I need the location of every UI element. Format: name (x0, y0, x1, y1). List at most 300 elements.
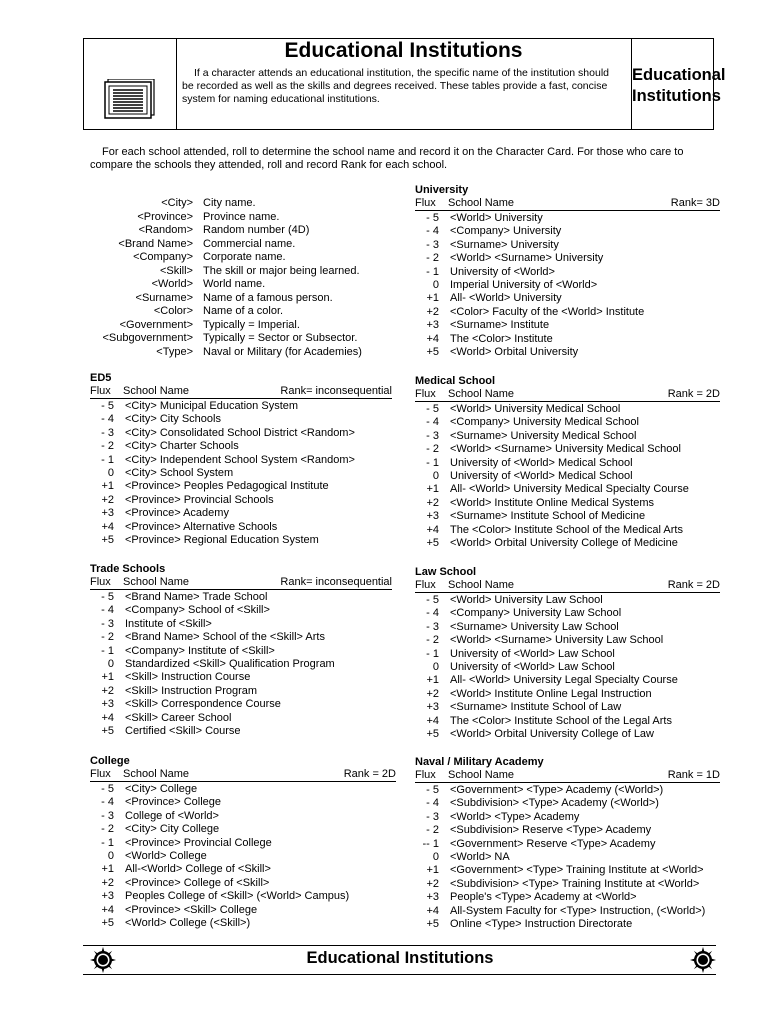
header-side-title (632, 65, 726, 107)
footer-title: Educational Institutions (306, 949, 494, 967)
legend-value: Typically = Sector or Subsector. (203, 332, 358, 344)
flux-value: - 5 (426, 784, 439, 796)
school-name: <Surname> University Medical School (450, 429, 637, 442)
flux-value: +5 (101, 916, 114, 929)
school-name: <World> Orbital University (450, 345, 579, 358)
flux-value: +4 (101, 903, 114, 916)
flux-value: - 1 (426, 265, 439, 278)
legend-value: World name. (203, 278, 266, 290)
section-title: Medical School (415, 375, 496, 387)
school-name: All- <World> University Medical Specialty Course (450, 483, 689, 496)
legend-key: <Skill> (159, 264, 193, 277)
rank-label: Rank = 2D (667, 579, 720, 591)
table-row (415, 607, 720, 620)
flux-value: - 5 (426, 403, 439, 415)
school-name: <Province> College (125, 796, 222, 809)
table-row (90, 440, 392, 453)
school-name: <Province> College of <Skill> (125, 876, 270, 889)
table-row (415, 524, 720, 537)
table-row (415, 621, 720, 634)
school-name: <Province> Academy (125, 507, 229, 520)
flux-value: 0 (432, 469, 439, 482)
column-header-flux: Flux (415, 388, 436, 400)
school-name: <World> Orbital University College of Medicine (450, 536, 678, 549)
header-side-title-line2: Institutions (632, 87, 721, 105)
school-name: College of <World> (125, 809, 219, 822)
flux-value: - 5 (426, 212, 439, 224)
school-name: The <Color> Institute School of the Medical Arts (450, 523, 683, 536)
school-name: <Province> Provincial College (125, 836, 272, 849)
flux-value: +1 (101, 863, 114, 876)
school-name: <Company> School of <Skill> (125, 604, 270, 617)
table-row (90, 618, 392, 631)
table-row (415, 470, 720, 483)
flux-value: +3 (101, 507, 114, 520)
table-row (415, 728, 720, 741)
table-row (90, 427, 392, 440)
table-row (90, 837, 396, 850)
flux-value: +3 (426, 319, 439, 332)
table-row (90, 712, 392, 725)
school-name: Online <Type> Instruction Directorate (450, 917, 633, 930)
school-name: The <Color> Institute School of the Legal Arts (450, 714, 672, 727)
column-header-flux: Flux (90, 768, 111, 780)
flux-value: - 3 (101, 809, 114, 822)
school-name: University of <World> Medical School (450, 469, 633, 482)
header-box (83, 38, 726, 130)
table-row (415, 306, 720, 319)
flux-value: +4 (426, 714, 439, 727)
table-row (90, 494, 392, 507)
school-name: <Color> Faculty of the <World> Institute (450, 305, 645, 318)
school-name: <City> College (125, 783, 198, 795)
legend-key: <Random> (138, 224, 193, 236)
section-college (90, 755, 396, 930)
column-header-flux: Flux (415, 579, 436, 591)
legend-value: The skill or major being learned. (203, 264, 360, 277)
table-row (415, 838, 720, 851)
flux-value: - 2 (426, 634, 439, 647)
flux-value: +3 (426, 701, 439, 714)
column-header-school-name: School Name (448, 769, 515, 781)
legend-value: Random number (4D) (203, 224, 310, 236)
legend-value: Naval or Military (for Academies) (203, 345, 362, 358)
table-row (415, 252, 720, 265)
section-ed5 (90, 372, 392, 547)
flux-value: +4 (101, 711, 114, 724)
table-row (415, 905, 720, 918)
school-name: <Skill> Instruction Program (125, 684, 258, 697)
column-header-school-name: School Name (123, 576, 190, 588)
school-name: <City> Independent School System <Random> (125, 453, 355, 466)
table-row (415, 784, 720, 797)
section-title: Naval / Military Academy (415, 756, 544, 768)
school-name: <Province> Provincial Schools (125, 493, 274, 506)
document-icon (104, 79, 156, 119)
header-main-cell (176, 39, 632, 129)
table-row (415, 443, 720, 456)
table-row (90, 658, 392, 671)
legend-value: Name of a color. (203, 305, 284, 317)
section-university (415, 184, 720, 359)
school-name: All- <World> University (450, 292, 562, 305)
flux-value: - 3 (426, 429, 439, 442)
flux-value: - 4 (101, 413, 114, 426)
school-name: <Company> University Law School (450, 607, 622, 620)
school-name: <Government> <Type> Academy (<World>) (450, 784, 664, 796)
table-row (90, 631, 392, 644)
flux-value: - 4 (426, 416, 439, 429)
school-name: <Government> Reserve <Type> Academy (450, 837, 656, 850)
flux-value: +4 (426, 523, 439, 536)
table-row (90, 698, 392, 711)
flux-value: 0 (107, 849, 114, 862)
table-row (90, 521, 392, 534)
table-row (415, 483, 720, 496)
school-name: All-<World> College of <Skill> (125, 863, 271, 876)
school-name: The <Color> Institute (450, 332, 553, 345)
school-name: <World> <Surname> University Medical School (450, 443, 681, 456)
school-name: Imperial University of <World> (450, 278, 598, 291)
footer-rule-bottom (83, 974, 716, 975)
column-header-flux: Flux (90, 576, 111, 588)
school-name: <Government> <Type> Training Institute at <World> (450, 864, 704, 877)
flux-value: +5 (426, 917, 439, 930)
flux-value: +2 (101, 684, 114, 697)
school-name: <Surname> Institute (450, 319, 550, 332)
table-row (90, 467, 392, 480)
school-name: <World> Institute Online Medical Systems (450, 496, 654, 509)
legend-key: <Province> (137, 210, 193, 223)
table-row (415, 661, 720, 674)
section-header-row (90, 576, 392, 590)
table-row (415, 457, 720, 470)
legend-value: Commercial name. (203, 237, 296, 250)
table-row (415, 634, 720, 647)
column-header-school-name: School Name (448, 388, 515, 400)
table-row (415, 918, 720, 931)
table-row (415, 333, 720, 346)
section-title: University (415, 184, 469, 196)
school-name: <World> University (450, 212, 543, 224)
school-name: <City> City Schools (125, 413, 221, 426)
flux-value: +4 (426, 904, 439, 917)
flux-value: +5 (101, 533, 114, 546)
table-row (90, 890, 396, 903)
table-row (415, 674, 720, 687)
footer-rule-top (83, 945, 716, 946)
school-name: <Province> <Skill> College (125, 903, 258, 916)
table-row (415, 594, 720, 607)
flux-value: - 3 (101, 617, 114, 630)
gear-icon (690, 947, 716, 973)
flux-value: - 3 (426, 238, 439, 251)
school-name: <Subdivision> Reserve <Type> Academy (450, 824, 652, 837)
table-row (90, 783, 396, 796)
table-row (415, 878, 720, 891)
school-name: University of <World> (450, 265, 555, 278)
table-row (90, 863, 396, 876)
column-header-flux: Flux (90, 385, 111, 397)
school-name: Peoples College of <Skill> (<World> Campus) (125, 890, 350, 903)
flux-value: - 1 (101, 836, 114, 849)
school-name: <Province> Alternative Schools (125, 520, 278, 533)
table-row (90, 413, 392, 426)
table-row (90, 725, 392, 738)
school-name: <World> <Surname> University Law School (450, 634, 664, 647)
flux-value: +2 (426, 496, 439, 509)
section-header-row (415, 579, 720, 593)
flux-value: +2 (426, 305, 439, 318)
table-row (90, 507, 392, 520)
header-description: If a character attends an educational institution, the specific name of the institution should be recorded as well as the skills and degrees received. These tables provide a fast, concise system for naming educational institutions. (182, 67, 610, 105)
table-row (415, 430, 720, 443)
table-row (90, 877, 396, 890)
table-row (415, 292, 720, 305)
school-name: <Surname> Institute School of Law (450, 701, 622, 714)
table-row (415, 346, 720, 359)
flux-value: +2 (101, 876, 114, 889)
school-name: <World> College (125, 849, 207, 862)
table-row (415, 701, 720, 714)
school-name: All-System Faculty for <Type> Instruction, (<World>) (450, 904, 706, 917)
school-name: Institute of <Skill> (125, 617, 212, 630)
flux-value: +5 (426, 536, 439, 549)
legend-key: <City> (161, 197, 193, 209)
school-name: <Surname> Institute School of Medicine (450, 510, 646, 523)
legend-key: <Type> (156, 345, 193, 358)
table-row (415, 891, 720, 904)
flux-value: - 5 (101, 591, 114, 603)
table-row (90, 454, 392, 467)
legend-value: Corporate name. (203, 251, 286, 263)
flux-value: +3 (101, 698, 114, 711)
legend-value: City name. (203, 197, 256, 209)
flux-value: - 4 (426, 797, 439, 810)
table-row (415, 416, 720, 429)
table-row (415, 864, 720, 877)
column-header-school-name: School Name (448, 197, 515, 209)
section-header-row (415, 769, 720, 783)
flux-value: +4 (426, 332, 439, 345)
table-row (415, 212, 720, 225)
column-header-flux: Flux (415, 197, 436, 209)
section-title: Law School (415, 566, 477, 578)
school-name: <World> College (<Skill>) (125, 916, 251, 929)
table-row (415, 266, 720, 279)
flux-value: +3 (101, 890, 114, 903)
school-name: <Province> Regional Education System (125, 533, 319, 546)
school-name: <Subdivision> <Type> Training Institute at <World> (450, 877, 700, 890)
table-row (90, 604, 392, 617)
flux-value: - 1 (426, 456, 439, 469)
table-row (90, 400, 392, 413)
flux-value: - 1 (101, 644, 114, 657)
flux-value: +1 (426, 864, 439, 877)
table-row (90, 480, 392, 493)
school-name: <World> University Medical School (450, 403, 621, 415)
table-row (415, 510, 720, 523)
legend-key: <Color> (153, 305, 193, 317)
header-side-title-line1: Educational (632, 66, 726, 84)
table-row (90, 904, 396, 917)
school-name: People's <Type> Academy at <World> (450, 891, 637, 904)
school-name: <World> NA (450, 850, 510, 863)
flux-value: - 2 (426, 443, 439, 456)
flux-value: - 3 (426, 810, 439, 823)
school-name: <World> <Type> Academy (450, 810, 580, 823)
legend-key: <World> (151, 278, 193, 290)
flux-value: +2 (426, 687, 439, 700)
legend-key: <Government> (119, 318, 193, 331)
flux-value: - 2 (101, 440, 114, 453)
section-medical-school (415, 375, 720, 550)
table-row (415, 225, 720, 238)
flux-value: - 2 (426, 252, 439, 265)
school-name: <Company> Institute of <Skill> (125, 644, 275, 657)
school-name: All- <World> University Legal Specialty Course (450, 674, 678, 687)
school-name: University of <World> Law School (450, 647, 615, 660)
flux-value: - 4 (426, 225, 439, 238)
flux-value: 0 (107, 657, 114, 670)
school-name: <Subdivision> <Type> Academy (<World>) (450, 797, 659, 810)
flux-value: - 5 (101, 400, 114, 412)
school-name: Standardized <Skill> Qualification Program (125, 657, 335, 670)
school-name: University of <World> Law School (450, 660, 615, 673)
section-naval-military-academy (415, 756, 720, 931)
table-row (415, 403, 720, 416)
table-row (415, 279, 720, 292)
table-row (415, 537, 720, 550)
school-name: <City> City College (125, 823, 220, 836)
column-header-school-name: School Name (123, 768, 190, 780)
flux-value: +3 (426, 891, 439, 904)
rank-label: Rank = 1D (667, 769, 720, 781)
table-row (90, 645, 392, 658)
flux-value: - 1 (101, 453, 114, 466)
school-name: <World> Institute Online Legal Instruction (450, 687, 652, 700)
school-name: <World> Orbital University College of Law (450, 727, 654, 740)
school-name: University of <World> Medical School (450, 456, 633, 469)
table-row (415, 497, 720, 510)
school-name: <Province> Peoples Pedagogical Institute (125, 480, 329, 493)
section-header-row (90, 385, 392, 399)
flux-value: 0 (432, 278, 439, 291)
school-name: <City> School System (125, 466, 234, 479)
table-row (415, 239, 720, 252)
flux-value: +1 (101, 671, 114, 684)
school-name: <Company> University Medical School (450, 416, 639, 429)
flux-value: - 3 (426, 620, 439, 633)
flux-value: +1 (426, 483, 439, 496)
school-name: <City> Municipal Education System (125, 400, 299, 412)
flux-value: +1 (426, 292, 439, 305)
flux-value: +5 (101, 724, 114, 737)
flux-value: +5 (426, 727, 439, 740)
section-law-school (415, 566, 720, 741)
section-header-row (415, 197, 720, 211)
section-title: ED5 (90, 372, 112, 384)
gear-icon (90, 947, 116, 973)
flux-value: +1 (101, 480, 114, 493)
table-row (90, 534, 392, 547)
rank-label: Rank = 2D (667, 388, 720, 400)
flux-value: 0 (432, 660, 439, 673)
table-row (415, 797, 720, 810)
flux-value: +4 (101, 520, 114, 533)
table-row (415, 811, 720, 824)
rank-label: Rank= inconsequential (280, 385, 392, 397)
column-header-school-name: School Name (123, 385, 190, 397)
table-row (415, 715, 720, 728)
school-name: <Surname> University Law School (450, 620, 619, 633)
flux-value: - 4 (101, 796, 114, 809)
column-header-flux: Flux (415, 769, 436, 781)
legend-key: <Subgovernment> (102, 332, 193, 344)
school-name: <World> <Surname> University (450, 252, 604, 265)
flux-value: - 2 (426, 824, 439, 837)
intro-paragraph: For each school attended, roll to determine the school name and record it on the Character Card. For those who care to compare the schools they attended, roll and record Rank for each school. (90, 146, 684, 171)
flux-value: 0 (432, 850, 439, 863)
school-name: <Company> University (450, 225, 562, 238)
school-name: <World> University Law School (450, 594, 603, 606)
flux-value: +2 (101, 493, 114, 506)
table-row (415, 319, 720, 332)
table-row (90, 685, 392, 698)
section-trade-schools (90, 563, 392, 738)
rank-label: Rank = 2D (343, 768, 396, 780)
section-title: Trade Schools (90, 563, 166, 575)
flux-value: - 4 (101, 604, 114, 617)
table-row (415, 851, 720, 864)
flux-value: - 5 (101, 783, 114, 795)
table-row (90, 671, 392, 684)
header-icon-cell (84, 39, 177, 129)
school-name: <City> Consolidated School District <Random> (125, 426, 355, 439)
page-title: Educational Institutions (284, 39, 523, 62)
table-row (415, 688, 720, 701)
table-row (415, 824, 720, 837)
flux-value: +3 (426, 510, 439, 523)
section-title: College (90, 755, 130, 767)
legend-key: <Surname> (135, 291, 193, 304)
flux-value: -- 1 (422, 837, 439, 850)
table-row (90, 591, 392, 604)
rank-label: Rank= 3D (670, 197, 720, 209)
rank-label: Rank= inconsequential (280, 576, 392, 588)
section-header-row (415, 388, 720, 402)
legend-value: Province name. (203, 210, 280, 223)
school-name: <City> Charter Schools (125, 440, 239, 453)
flux-value: - 2 (101, 823, 114, 836)
legend-key: <Company> (133, 251, 193, 263)
flux-value: +1 (426, 674, 439, 687)
flux-value: +5 (426, 345, 439, 358)
flux-value: - 4 (426, 607, 439, 620)
school-name: <Skill> Career School (125, 711, 232, 724)
table-row (90, 823, 396, 836)
school-name: Certified <Skill> Course (125, 724, 241, 737)
table-row (90, 810, 396, 823)
section-header-row (90, 768, 396, 782)
table-row (90, 917, 396, 930)
flux-value: +2 (426, 877, 439, 890)
flux-value: - 3 (101, 426, 114, 439)
school-name: <Brand Name> Trade School (125, 591, 268, 603)
table-row (415, 648, 720, 661)
header-right-cell (632, 39, 726, 129)
school-name: <Brand Name> School of the <Skill> Arts (125, 631, 325, 644)
